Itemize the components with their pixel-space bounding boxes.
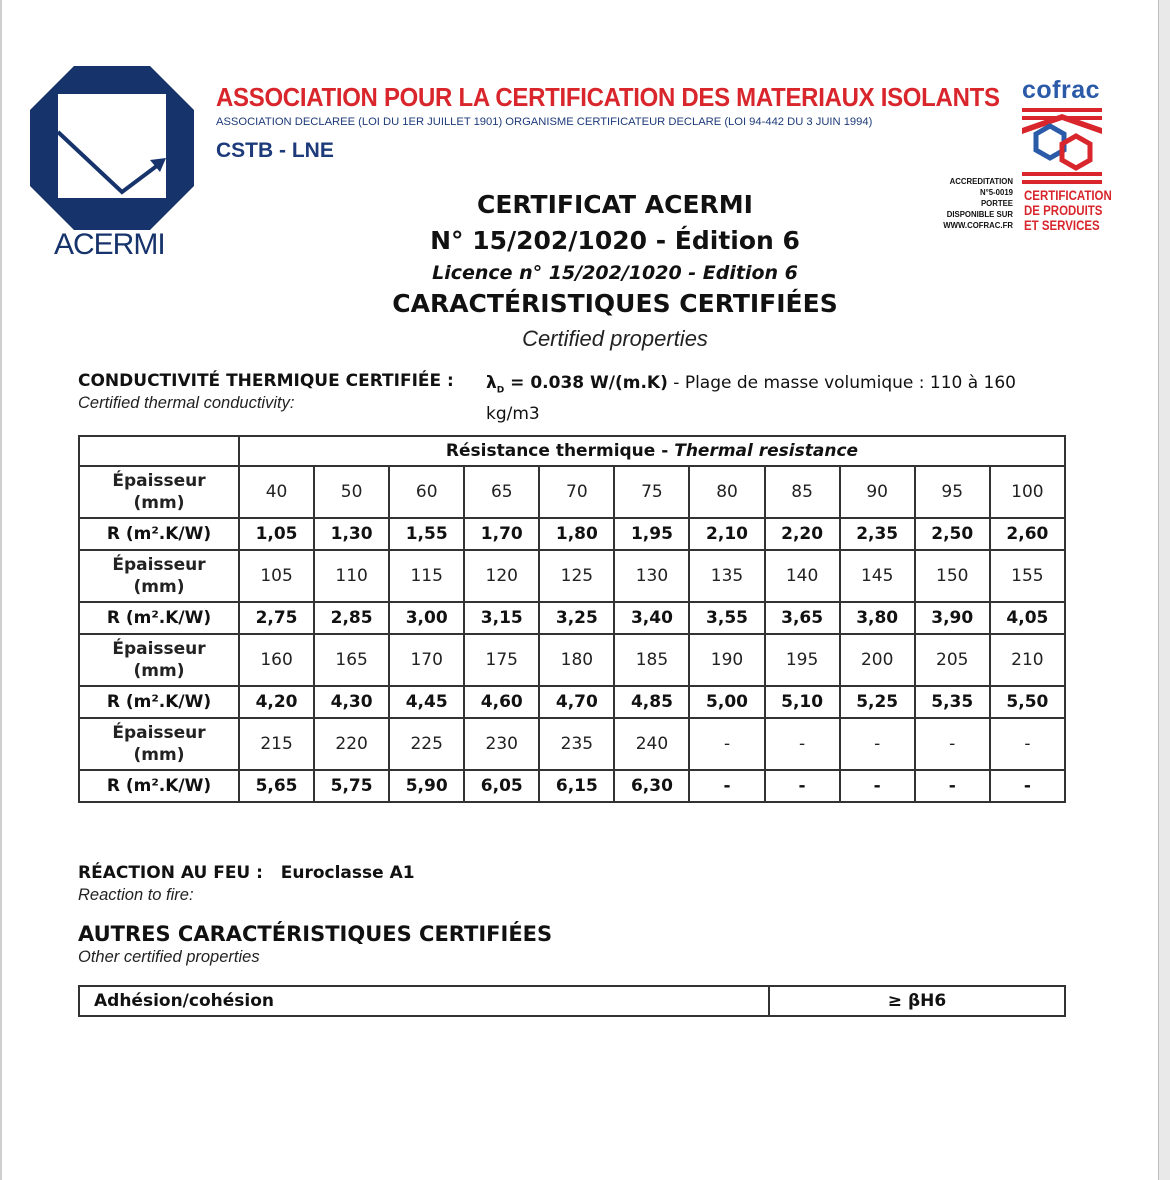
acermi-logo-text: ACERMI — [54, 228, 165, 261]
other-properties-subtitle: Other certified properties — [78, 948, 260, 966]
thickness-cell: 205 — [915, 634, 990, 686]
section-title: CARACTÉRISTIQUES CERTIFIÉES — [392, 289, 838, 318]
association-subtitle: ASSOCIATION DECLAREE (LOI DU 1ER JUILLET 1901) ORGANISME CERTIFICATEUR DECLARE (LOI 94-442 DU 3 JUIN 1994) — [216, 116, 873, 128]
thickness-cell: 145 — [840, 550, 915, 602]
r-value-cell: 3,90 — [915, 602, 990, 634]
thickness-label-text: Épaisseur — [112, 555, 206, 575]
r-value-cell: 5,00 — [689, 686, 764, 718]
table-row — [79, 986, 1065, 1016]
thickness-cell: 200 — [840, 634, 915, 686]
r-value-cell: 5,65 — [239, 770, 314, 802]
r-value-cell: 6,30 — [614, 770, 689, 802]
property-value: ≥ βH6 — [769, 986, 1065, 1016]
thickness-cell: 165 — [314, 634, 389, 686]
r-value-cell: 3,40 — [614, 602, 689, 634]
r-value-cell: 4,30 — [314, 686, 389, 718]
thickness-cell: 135 — [689, 550, 764, 602]
thickness-label-text: Épaisseur — [112, 723, 206, 743]
fire-reaction — [78, 863, 415, 883]
r-value-cell: 3,15 — [464, 602, 539, 634]
r-value-cell: - — [990, 770, 1065, 802]
accreditation-line: ACCREDITATION — [949, 177, 1013, 186]
cofrac-cert-line: DE PRODUITS — [1024, 203, 1103, 218]
r-value-cell: 3,80 — [840, 602, 915, 634]
thickness-cell: 100 — [990, 466, 1065, 518]
r-value-cell: 6,15 — [539, 770, 614, 802]
thickness-cell: 85 — [765, 466, 840, 518]
r-value-cell: 3,55 — [689, 602, 764, 634]
thickness-cell: 105 — [239, 550, 314, 602]
r-value-cell: 1,55 — [389, 518, 464, 550]
thickness-cell: - — [915, 718, 990, 770]
thickness-unit: (mm) — [133, 493, 185, 513]
r-value-cell: 2,85 — [314, 602, 389, 634]
accreditation-line: N°5-0019 — [979, 188, 1013, 197]
r-label: R (m².K/W) — [79, 686, 239, 718]
thickness-cell: 75 — [614, 466, 689, 518]
thickness-cell: 230 — [464, 718, 539, 770]
thickness-cell: - — [689, 718, 764, 770]
thickness-cell: 235 — [539, 718, 614, 770]
r-label: R (m².K/W) — [79, 602, 239, 634]
table-row — [79, 466, 1065, 518]
licence-number: Licence n° 15/202/1020 - Edition 6 — [432, 262, 798, 284]
r-value-cell: 4,20 — [239, 686, 314, 718]
conductivity-value — [486, 371, 1056, 426]
thickness-unit: (mm) — [133, 745, 185, 765]
thickness-cell: 115 — [389, 550, 464, 602]
r-value-cell: 1,30 — [314, 518, 389, 550]
thickness-cell: 180 — [539, 634, 614, 686]
thickness-cell: 140 — [765, 550, 840, 602]
thickness-cell: 125 — [539, 550, 614, 602]
section-subtitle: Certified properties — [522, 326, 708, 351]
association-title: ASSOCIATION POUR LA CERTIFICATION DES MATERIAUX ISOLANTS — [216, 84, 1000, 112]
table-row — [79, 602, 1065, 634]
r-value-cell: 5,25 — [840, 686, 915, 718]
r-value-cell: 3,00 — [389, 602, 464, 634]
thickness-cell: 185 — [614, 634, 689, 686]
r-value-cell: 3,25 — [539, 602, 614, 634]
density-range: - Plage de masse volumique : 110 à 160 kg/m3 — [486, 373, 1016, 425]
thickness-label — [79, 466, 239, 518]
certificate-number: N° 15/202/1020 - Édition 6 — [430, 226, 800, 255]
table-header-en: Thermal resistance — [674, 441, 859, 461]
r-value-cell: - — [915, 770, 990, 802]
r-value-cell: - — [765, 770, 840, 802]
other-properties-table — [78, 985, 1066, 1017]
r-value-cell: 5,75 — [314, 770, 389, 802]
r-value-cell: 2,10 — [689, 518, 764, 550]
thickness-cell: 90 — [840, 466, 915, 518]
other-properties-title: AUTRES CARACTÉRISTIQUES CERTIFIÉES — [78, 922, 553, 946]
r-value-cell: 2,50 — [915, 518, 990, 550]
thickness-cell: - — [990, 718, 1065, 770]
thickness-cell: 50 — [314, 466, 389, 518]
table-row — [79, 770, 1065, 802]
r-value-cell: - — [840, 770, 915, 802]
r-value-cell: 2,60 — [990, 518, 1065, 550]
fire-reaction-label: RÉACTION AU FEU : — [78, 863, 263, 883]
thickness-cell: 160 — [239, 634, 314, 686]
table-row — [79, 518, 1065, 550]
accreditation-line: PORTEE — [980, 199, 1013, 208]
thickness-unit: (mm) — [133, 577, 185, 597]
r-value-cell: 2,20 — [765, 518, 840, 550]
conductivity-label-en: Certified thermal conductivity: — [78, 394, 295, 412]
thermal-resistance-table — [78, 435, 1066, 803]
r-value-cell: 1,95 — [614, 518, 689, 550]
property-name: Adhésion/cohésion — [79, 986, 769, 1016]
thickness-cell: 210 — [990, 634, 1065, 686]
thickness-cell: 195 — [765, 634, 840, 686]
r-value-cell: 2,75 — [239, 602, 314, 634]
thickness-cell: 60 — [389, 466, 464, 518]
thickness-label-text: Épaisseur — [112, 471, 206, 491]
table-row — [79, 718, 1065, 770]
thickness-cell: 70 — [539, 466, 614, 518]
r-value-cell: 5,35 — [915, 686, 990, 718]
certificate-title: CERTIFICAT ACERMI — [476, 190, 753, 219]
lambda-symbol: λ — [486, 373, 497, 393]
thickness-cell: 65 — [464, 466, 539, 518]
thickness-cell: 120 — [464, 550, 539, 602]
r-value-cell: 2,35 — [840, 518, 915, 550]
thickness-label — [79, 550, 239, 602]
thickness-cell: - — [840, 718, 915, 770]
r-value-cell: 5,10 — [765, 686, 840, 718]
thickness-cell: 215 — [239, 718, 314, 770]
r-value-cell: 5,90 — [389, 770, 464, 802]
thickness-cell: 190 — [689, 634, 764, 686]
table-row — [79, 550, 1065, 602]
r-label: R (m².K/W) — [79, 518, 239, 550]
thickness-cell: - — [765, 718, 840, 770]
thickness-cell: 95 — [915, 466, 990, 518]
r-value-cell: 4,45 — [389, 686, 464, 718]
thickness-label-text: Épaisseur — [112, 639, 206, 659]
fire-reaction-label-en: Reaction to fire: — [78, 886, 194, 904]
labs-name: CSTB - LNE — [216, 139, 334, 162]
table-row — [79, 634, 1065, 686]
table-header — [239, 436, 1065, 466]
thickness-cell: 130 — [614, 550, 689, 602]
cofrac-cert-line: ET SERVICES — [1024, 218, 1100, 233]
r-value-cell: 1,70 — [464, 518, 539, 550]
r-value-cell: 1,80 — [539, 518, 614, 550]
thickness-cell: 170 — [389, 634, 464, 686]
lambda-subscript: D — [496, 385, 505, 396]
r-value-cell: - — [689, 770, 764, 802]
thickness-cell: 155 — [990, 550, 1065, 602]
thickness-cell: 40 — [239, 466, 314, 518]
r-value-cell: 4,85 — [614, 686, 689, 718]
thickness-label — [79, 634, 239, 686]
table-header-fr: Résistance thermique - — [445, 441, 675, 461]
thickness-cell: 225 — [389, 718, 464, 770]
table-corner-cell — [79, 436, 239, 466]
thickness-unit: (mm) — [133, 661, 185, 681]
r-label: R (m².K/W) — [79, 770, 239, 802]
page-edge-left — [0, 0, 2, 1180]
table-row — [79, 686, 1065, 718]
thickness-cell: 240 — [614, 718, 689, 770]
thickness-cell: 175 — [464, 634, 539, 686]
r-value-cell: 4,60 — [464, 686, 539, 718]
r-value-cell: 6,05 — [464, 770, 539, 802]
r-value-cell: 5,50 — [990, 686, 1065, 718]
lambda-value: = 0.038 W/(m.K) — [504, 373, 668, 393]
thickness-cell: 220 — [314, 718, 389, 770]
accreditation-line: WWW.COFRAC.FR — [943, 221, 1013, 230]
accreditation-line: DISPONIBLE SUR — [946, 210, 1013, 219]
thickness-cell: 80 — [689, 466, 764, 518]
r-value-cell: 4,05 — [990, 602, 1065, 634]
r-value-cell: 3,65 — [765, 602, 840, 634]
fire-reaction-value: Euroclasse A1 — [280, 863, 415, 883]
thickness-cell: 110 — [314, 550, 389, 602]
cofrac-cert-line: CERTIFICATION — [1024, 188, 1112, 203]
thickness-label — [79, 718, 239, 770]
conductivity-label: CONDUCTIVITÉ THERMIQUE CERTIFIÉE : — [78, 371, 454, 391]
page-edge-right — [1159, 0, 1170, 1180]
r-value-cell: 1,05 — [239, 518, 314, 550]
r-value-cell: 4,70 — [539, 686, 614, 718]
cofrac-logo-text: cofrac — [1022, 76, 1101, 104]
thickness-cell: 150 — [915, 550, 990, 602]
cofrac-logo-icon — [1022, 108, 1102, 190]
